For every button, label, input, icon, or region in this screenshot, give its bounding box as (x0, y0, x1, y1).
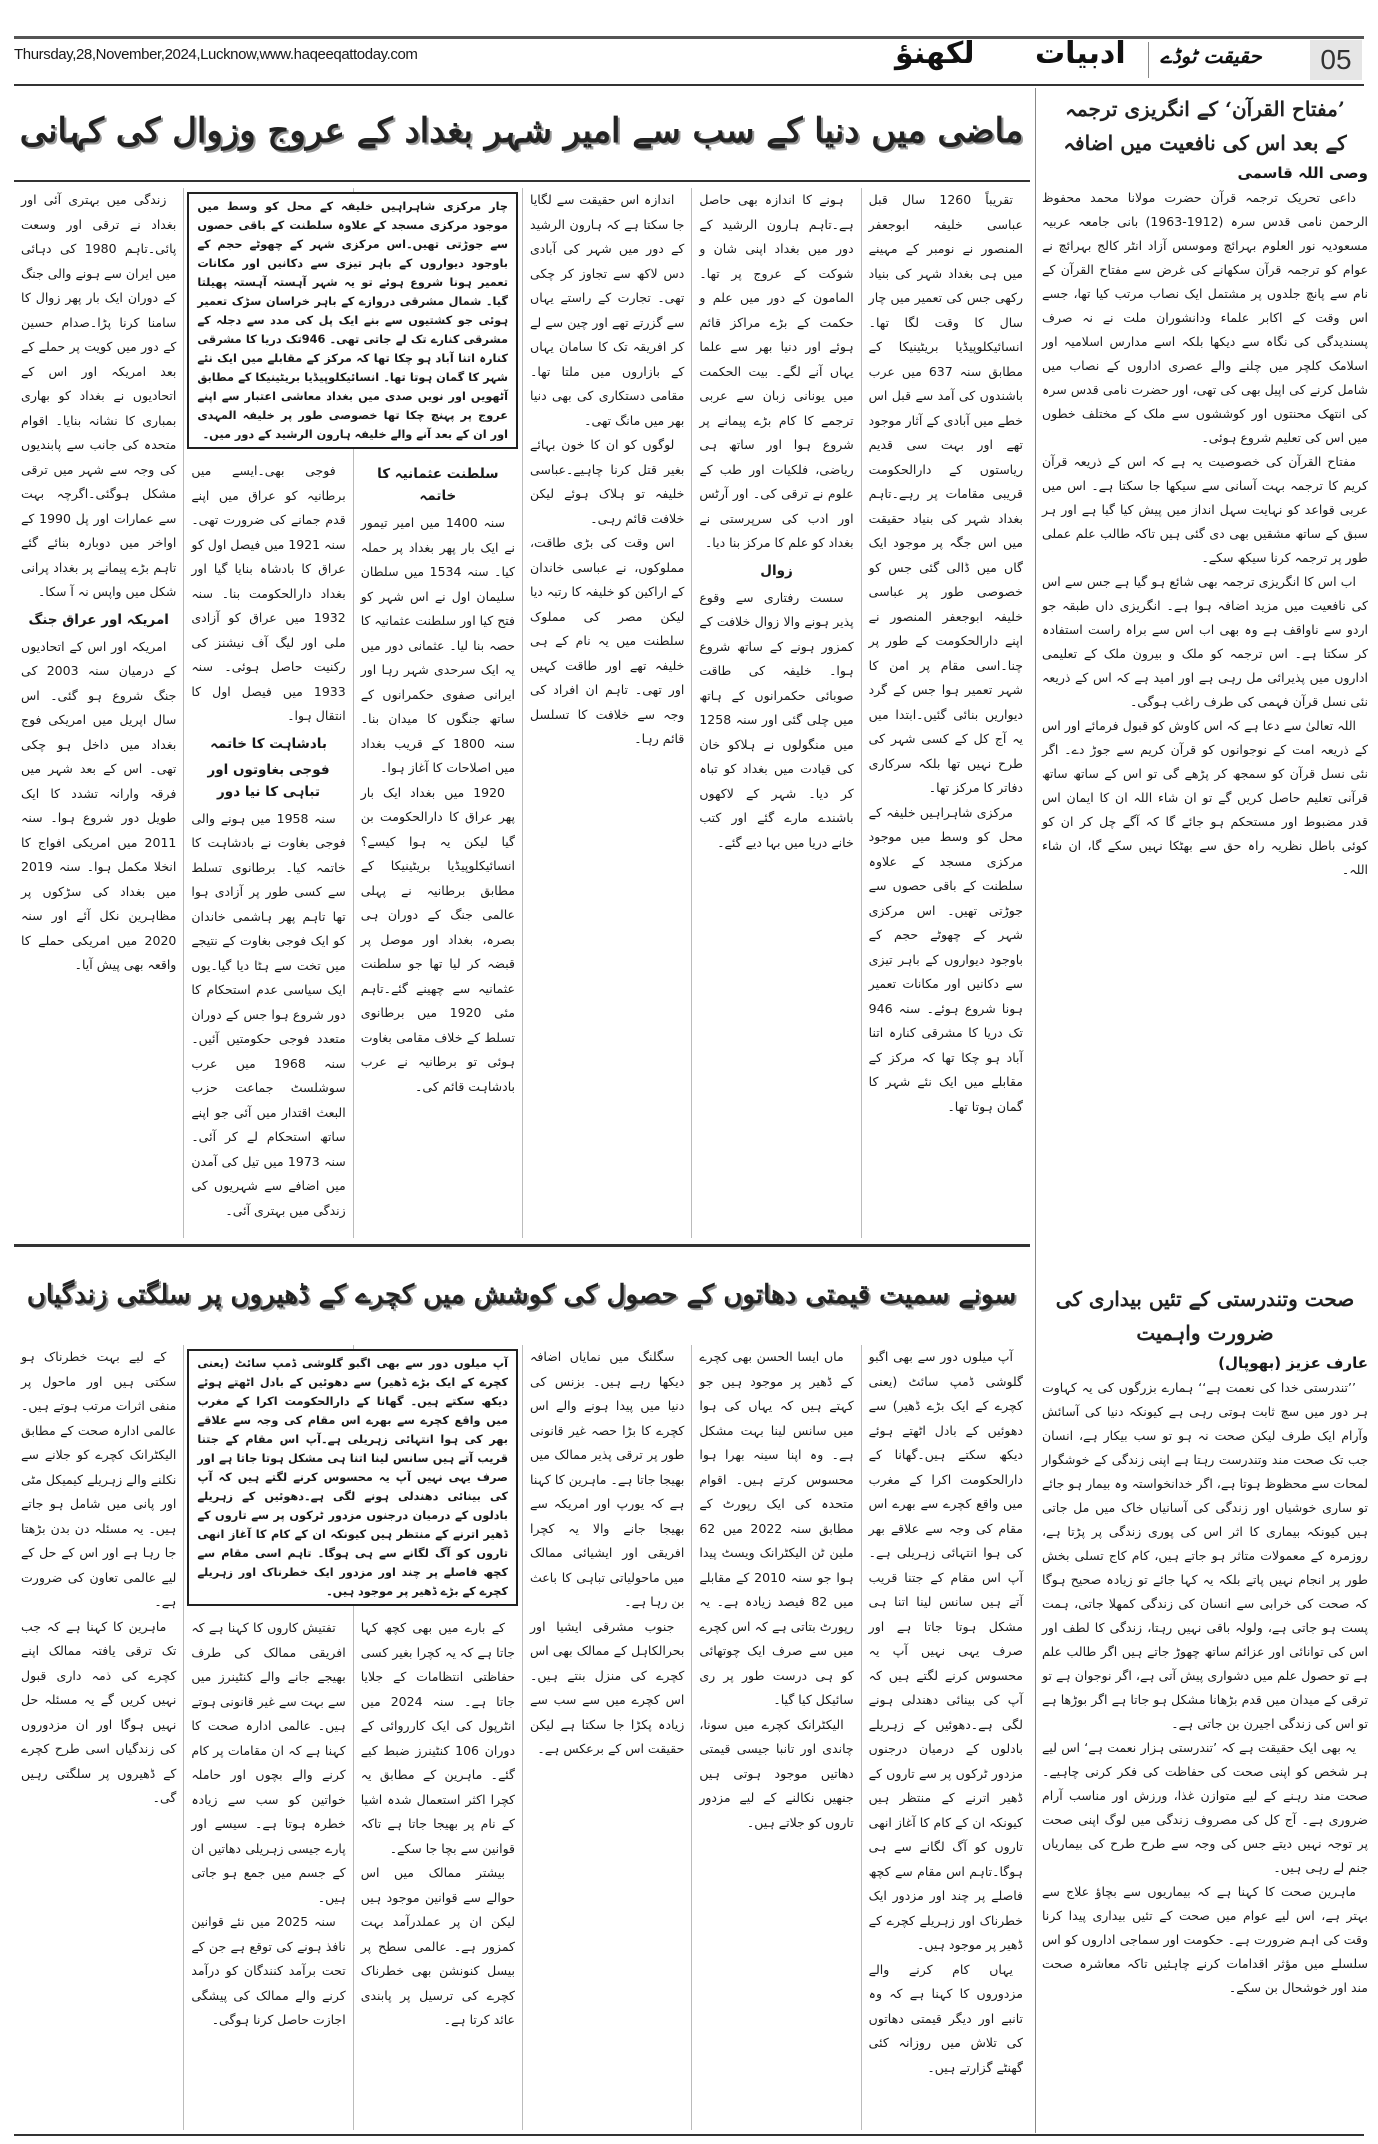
subheading: امریکہ اور عراق جنگ (28, 611, 169, 628)
masthead-divider (1148, 42, 1149, 78)
sidebar-article2-headline: صحت وتندرستی کے تئیں بیداری کی ضرورت واہمیت (1055, 1287, 1355, 1345)
subheading: بادشاہت کا خاتمہ (210, 735, 327, 752)
article2-body (14, 1345, 1030, 2130)
paragraph: یہاں کام کرنے والے مزدوروں کا کہنا ہے کہ وہ تانبے اور دیگر قیمتی دھاتوں کی تلاش میں روزانہ کئی گھنٹے گزارتے ہیں۔ (868, 1961, 1023, 2075)
paragraph: ماہرین کا کہنا ہے کہ جب تک ترقی یافتہ ممالک اپنے کچرے کی ذمہ داری قبول نہیں کریں گے یہ مسئلہ حل نہیں ہوگا اور ان مزدوروں کی زندگیاں اسی طرح کچرے کے ڈھیروں پر سلگتی رہیں گی۔ (21, 1618, 177, 1805)
paragraph: زندگی میں بہتری آئی اور بغداد نے ترقی اور وسعت پائی۔تاہم 1980 کی دہائی میں ایران سے ہونے والی جنگ کے دوران ایک بار پھر زوال کا سامنا کرنا پڑا۔صدام حسین کے دور میں کویت پر حملے کے بعد امریکہ اور اس کے اتحادیوں نے بغداد کو بھاری بمباری کا نشانہ بنایا۔ اقوام متحدہ کی جانب سے پابندیوں کی وجہ سے شہر میں ترقی مشکل ہوگئی۔اگرچہ بہت سے عمارات اور پل 1990 کے اواخر میں دوبارہ بنائے گئے تاہم بڑے پیمانے پر بغداد پرانی شکل میں واپس نہ آ سکا۔ (21, 192, 177, 599)
paragraph: امریکہ اور اس کے اتحادیوں کے درمیان سنہ 2003 کی جنگ شروع ہو گئی۔ اس سال اپریل میں امریکی فوج بغداد میں داخل ہو چکی تھی۔ اس کے بعد شہر میں فرقہ وارانہ تشدد کا ایک طویل دور شروع ہوا۔ سنہ 2011 میں امریکی افواج کا انخلا مکمل ہوا۔ سنہ 2019 میں بغداد کی سڑکوں پر مظاہرین نکل آئے اور سنہ 2020 میں امریکی حملے کا واقعہ بھی پیش آیا۔ (21, 638, 177, 972)
article-column (691, 188, 860, 1238)
paragraph: الیکٹرانک کچرے میں سونا، چاندی اور تانبا جیسی قیمتی دھاتیں موجود ہوتی ہیں جنھیں نکالنے کے لیے مزدور تاروں کو جلاتے ہیں۔ (699, 1716, 854, 1830)
dateline: Thursday,28,November,2024,Lucknow,www.haqeeqattoday.com (14, 46, 418, 63)
page-bottom-rule (14, 2134, 1364, 2136)
sidebar-article2-body (1042, 1376, 1368, 2000)
paragraph: تفتیش کاروں کا کہنا ہے کہ افریقی ممالک کی طرف بھیجے جانے والے کنٹینرز میں سے بہت سے غیر قانونی ہوتے ہیں۔ عالمی ادارہ صحت کا کہنا ہے کہ ان مقامات پر کام کرنے والے بچوں اور حاملہ خواتین کو سب سے زیادہ خطرہ ہوتا ہے۔ سیسے اور پارے جیسی زہریلی دھاتیں ان کے جسم میں جمع ہو جاتی ہیں۔ (191, 1620, 346, 1905)
paragraph: اب اس کا انگریزی ترجمہ بھی شائع ہو گیا ہے جس سے اس کی نافعیت میں مزید اضافہ ہوا ہے۔ انگریزی داں طبقہ جو اردو سے ناواقف ہے وہ بھی اب اس سے براہ راست استفادہ کر سکتا ہے۔ اس ترجمہ کو ملک و بیرون ملک کے تعلیمی اداروں میں پذیرائی مل رہی ہے اور امید ہے کہ اس کے ذریعہ نئی نسل قرآن فہمی کی طرف راغب ہوگی۔ (1042, 574, 1368, 709)
article-column (522, 188, 691, 1238)
article1-headline: ماضی میں دنیا کے سب سے امیر شہر بغداد کے عروج وزوال کی کہانی (19, 111, 1024, 151)
paragraph: سنہ 1958 میں ہونے والی فوجی بغاوت نے بادشاہت کا خاتمہ کیا۔ برطانوی تسلط سے کسی طور پر آزادی ہوا تھا تاہم پھر ہاشمی خاندان کو ایک فوجی بغاوت کے نتیجے میں تخت سے ہٹا دیا گیا۔یوں ایک سیاسی عدم استحکام کا دور شروع ہوا جس کے دوران متعدد فوجی حکومتیں آئیں۔ سنہ 1968 میں عرب سوشلسٹ جماعت حزب البعث اقتدار میں آئی جو اپنے ساتھ استحکام لے کر آئی۔ سنہ 1973 میں تیل کی آمدن میں اضافے سے شہریوں کی زندگی میں بہتری آئی۔ (191, 810, 346, 1218)
paragraph: ماں ایسا الحسن بھی کچرے کے ڈھیر پر موجود ہیں جو کہتے ہیں کہ یہاں کی ہوا میں سانس لینا بہت مشکل ہے۔ وہ اپنا سینہ بھرا ہوا محسوس کرتے ہیں۔ اقوام متحدہ کی ایک رپورٹ کے مطابق سنہ 2022 میں 62 ملین ٹن الیکٹرانک ویسٹ پیدا ہوا جو سنہ 2010 کے مقابلے میں 82 فیصد زیادہ ہے۔ یہ رپورٹ بتاتی ہے کہ اس کچرے میں سے صرف ایک چوتھائی کو ہی درست طور پر ری سائیکل کیا گیا۔ (699, 1349, 854, 1707)
article2-highlight-box: آپ میلوں دور سے بھی اگبو گلوشی ڈمپ سائٹ (یعنی کچرے کے ایک بڑے ڈھیر) سے دھوئیں کے بادل اٹھتے ہوئے دیکھ سکتے ہیں۔ گھانا کے دارالحکومت اکرا کے مغرب میں واقع کچرے سے بھرے اس مقام کی وجہ سے علاقے بھر کی ہوا انتہائی زہریلی ہے۔آپ اس مقام کے جتنا قریب آتے ہیں سانس لینا اتنا ہی مشکل ہوتا جاتا ہے اور صرف یہی نہیں آپ یہ محسوس کرنے لگتے ہیں کہ آپ کی بینائی دھندلی ہونے لگی ہے۔دھوئیں کے زہریلے بادلوں کے درمیان درجنوں مزدور ٹرکوں پر سے تاروں کے ڈھیر اترنے کے منتظر ہیں کیونکہ ان کے کام کا آغاز انھی تاروں کو آگ لگانے سے ہی ہوگا۔ تاہم اسی مقام سے کچھ فاصلے پر چند اور مزدور ایک خطرناک اور زہریلے کچرے کے بڑے ڈھیر پر موجود ہیں۔ (187, 1349, 518, 1606)
article-column (522, 1345, 691, 2130)
paragraph: بیشتر ممالک میں اس حوالے سے قوانین موجود ہیں لیکن ان پر عملدرآمد بہت کمزور ہے۔ عالمی سطح پر بیسل کنونشن بھی خطرناک کچرے کی ترسیل پر پابندی عائد کرتا ہے۔ (360, 1865, 516, 2027)
paragraph: سنہ 2025 میں نئے قوانین نافذ ہونے کی توقع ہے جن کے تحت برآمد کنندگان کو درآمد کرنے والے ممالک کی پیشگی اجازت حاصل کرنا ہوگی۔ (191, 1914, 346, 2027)
article1-top-rule (14, 180, 1030, 182)
paragraph: سست رفتاری سے وقوع پذیر ہونے والا زوال خلافت کے کمزور ہونے کے ساتھ شروع ہوا۔ خلیفہ کی طاقت صوبائی حکمرانوں کے ہاتھ میں چلی گئی اور سنہ 1258 میں منگولوں نے ہلاکو خان کی قیادت میں بغداد کو تباہ کر دیا۔ شہر کے لاکھوں باشندے مارے گئے اور کتب خانے دریا میں بہا دیے گئے۔ (699, 589, 854, 850)
paragraph: اس وقت کی بڑی طاقت، مملوکوں، نے عباسی خاندان کے اراکین کو خلیفہ کا رتبہ دیا لیکن مصر کی مملوک سلطنت میں یہ نام کے ہی خلیفہ تھے اور طاقت کہیں اور تھی۔ تاہم ان افراد کی وجہ سے خلافت کا تسلسل قائم رہا۔ (530, 535, 685, 746)
paragraph: مرکزی شاہراہیں خلیفہ کے محل کو وسط میں موجود مرکزی مسجد کے علاوہ سلطنت کے باقی حصوں سے جوڑتی تھیں۔ اس مرکزی شہر کے چھوٹے حجم کے باوجود دیواروں کے باہر تیزی سے دکانیں اور مکانات تعمیر ہونا شروع ہوئے۔ سنہ 946 تک دریا کا مشرقی کنارہ اتنا آباد ہو چکا تھا کہ مرکز کے مقابلے میں ایک نئے شہر کا گمان ہوتا تھا۔ (868, 804, 1023, 1114)
paragraph: فوجی بھی۔ایسے میں برطانیہ کو عراق میں اپنے قدم جمانے کی ضرورت تھی۔ سنہ 1921 میں فیصل اول کو عراق کا بادشاہ بنایا گیا اور بغداد دارالحکومت بنا۔ سنہ 1932 میں عراق کو آزادی ملی اور لیگ آف نیشنز کی رکنیت حاصل ہوئی۔ سنہ 1933 میں فیصل اول کا انتقال ہوا۔ (191, 463, 346, 723)
paragraph: ہونے کا اندازہ بھی حاصل ہے۔تاہم ہارون الرشید کے دور میں بغداد اپنی شان و شوکت کے عروج پر تھا۔ المامون کے دور میں علم و حکمت کے بڑے مراکز قائم ہوئے اور دنیا بھر سے علما یہاں آنے لگے۔ بیت الحکمت میں یونانی زبان سے عربی ترجمے کا کام بڑے پیمانے پر شروع ہوا اور ساتھ ہی ریاضی، فلکیات اور طب کے علوم نے ترقی کی۔ اور آرٹس اور ادب کی سرپرستی نے بغداد کو علم کا مرکز بنا دیا۔ (699, 192, 854, 550)
paragraph: اللہ تعالیٰ سے دعا ہے کہ اس کاوش کو قبول فرمائے اور اس کے ذریعہ امت کے نوجوانوں کو قرآن کریم سے جوڑ دے۔ اگر نئی نسل قرآن کو سمجھ کر پڑھے گی تو اس کے ساتھ ساتھ قرآنی تعلیم حاصل کریں گے تو ان شاء اللہ ان کا ایمان اس قدر مضبوط اور مستحکم ہو جائے گا کہ آگے چل کر ان کو کوئی باطل نظریہ راہ حق سے بھٹکا نہیں سکے گا، ان شاء اللہ۔ (1042, 718, 1368, 877)
article1-bottom-rule (14, 1244, 1030, 1247)
article2-headline: سونے سمیت قیمتی دھاتوں کے حصول کی کوشش میں کچرے کے ڈھیروں پر سلگتی زندگیاں (26, 1280, 1017, 1310)
article-column (14, 1345, 183, 2130)
newspaper-logo: حقیقت ٹوڈے (1160, 44, 1262, 68)
sidebar-article1-body (1042, 186, 1368, 882)
subheading: زوال (760, 562, 793, 579)
paragraph: تقریباً 1260 سال قبل عباسی خلیفہ ابوجعفر المنصور نے نومبر کے مہینے میں ہی بغداد شہر کی بنیاد رکھی جس کی تعمیر میں چار سال کا وقت لگا تھا۔انسائیکلوپیڈیا بریٹینیکا کے مطابق سنہ 637 میں عرب باشندوں کی آمد سے قبل اس خطے میں آبادی کے آثار موجود تھے اور بہت سی قدیم ریاستوں کے دارالحکومت قریبی مقامات پر رہے۔تاہم بغداد شہر کی بنیاد حقیقت میں اس جگہ پر موجود ایک گاں میں ڈالی گئی جس کو خصوصی طور پر عباسی خلیفہ ابوجعفر المنصور نے اپنے دارالحکومت کے طور پر چنا۔اسی مقام پر امن کا شہر تعمیر ہوا جس کے گرد دیواریں بنائی گئیں۔ابتدا میں یہ آج کل کے کسی شہر کی طرح نہیں تھا بلکہ سرکاری دفاتر کا مرکز تھا۔ (868, 192, 1023, 795)
sidebar-article1-headline-line2: کے بعد اس کی نافعیت میں اضافہ (1063, 131, 1347, 155)
paragraph: داعی تحریک ترجمہ قرآن حضرت مولانا محمد محفوظ الرحمن نامی قدس سرہ (1912-1963) بانی جامعہ عربیہ مسعودیہ نور العلوم بہرائچ وموسس آزاد انٹر کالج بہرائچ نے عوام کو ترجمہ قرآن سکھانے کی غرض سے مفتاح القرآن کے نام سے پانچ جلدوں پر مشتمل ایک نصاب مرتب کیا تھا، جسے اس وقت کے اکابر علماء ودانشوران ملت نے نہ صرف پسندیدگی کی نگاہ سے دیکھا بلکہ اسے مدارس اسلامیہ اور اسلامک کلچر میں چلنے والے عصری اداروں کے نصاب میں شامل کرنے کی اپیل بھی کی تھی، اور حضرت نامی قدس سرہ کی انتھک محنتوں اور کوششوں سے ملک کے مختلف خطوں میں اس کی تعلیم شروع ہوئی۔ (1042, 190, 1369, 445)
paragraph: یہ بھی ایک حقیقت ہے کہ ’تندرستی ہزار نعمت ہے‘ اس لیے ہر شخص کو اپنی صحت کی حفاظت کی فکر کرنی چاہیے۔ صحت مند رہنے کے لیے متوازن غذا، ورزش اور مناسب آرام ضروری ہے۔ آج کل کی مصروف زندگی میں لوگ اپنی صحت پر توجہ نہیں دیتے جس کی وجہ سے طرح طرح کی بیماریاں جنم لے رہی ہیں۔ (1042, 1740, 1368, 1875)
header-bottom-rule (14, 84, 1364, 86)
subheading: فوجی بغاوتوں اور تباہی کا نیا دور (207, 761, 330, 800)
paragraph: ’’تندرستی خدا کی نعمت ہے‘‘ ہمارے بزرگوں کی یہ کہاوت ہر دور میں سچ ثابت ہوتی رہی ہے کیونکہ دنیا کی آسائش وآرام ایک طرف لیکن صحت نہ ہو تو سب بیکار ہے، انسان جب تک صحت مند وتندرست رہتا ہے اپنی زندگی کے خوشگوار لمحات سے محظوظ ہوتا ہے، اگر خدانخواستہ وہ بیمار ہو جائے تو ساری خوشیاں اور زندگی کی آسانیاں خاک میں مل جاتی ہیں کیونکہ بیماری کا اثر اس کی پوری زندگی پر پڑتا ہے، روزمرہ کے معمولات متاثر ہو جاتے ہیں، کام کاج تسلی بخش طور پر انجام نہیں پاتے بلکہ یہ کہا جائے تو زیادہ صحیح ہوگا کہ صحت کی خرابی سے انسان کی زندگی کمھلا جاتی، ہمت پست ہو جاتی ہے، ولولہ باقی نہیں رہتا، زندگی کا لطف اور اس کی توانائی اور عزائم ساتھ چھوڑ جاتے ہیں اگر طالب علم ہے تو حصول علم میں دشواری پیش آتی ہے، اگر نوجوان ہے تو ترقی کے میدان میں قدم بڑھانا مشکل ہو جاتا ہے اگر بوڑھا ہے تو اس کی زندگی اجیرن بن جاتی ہے۔ (1042, 1380, 1368, 1731)
sidebar-article1 (1042, 92, 1368, 1272)
paragraph: مفتاح القرآن کی خصوصیت یہ ہے کہ اس کے ذریعہ قرآن کریم کا ترجمہ بہت آسانی سے سیکھا جا سکتا ہے۔ اس میں عربی قواعد کو نہایت سہل انداز میں پیش کیا گیا ہے اور ہر سبق کے ساتھ مشقیں بھی دی گئی ہیں تاکہ طالب علم عملی طور پر ترجمہ کرنا سیکھ سکے۔ (1042, 454, 1368, 565)
paragraph: لوگوں کو ان کا خون بہائے بغیر قتل کرنا چاہیے۔عباسی خلیفہ تو ہلاک ہوئے لیکن خلافت قائم رہی۔ (530, 437, 685, 526)
paragraph: سگلنگ میں نمایاں اضافہ دیکھا رہے ہیں۔ بزنس کی دنیا میں پیدا ہونے والے اس کچرے کا بڑا حصہ غیر قانونی طور پر ترقی پذیر ممالک میں بھیجا جاتا ہے۔ ماہرین کا کہنا ہے کہ یورپ اور امریکہ سے بھیجا جانے والا یہ کچرا افریقی اور ایشیائی ممالک میں ماحولیاتی تباہی کا باعث بن رہا ہے۔ (530, 1349, 685, 1609)
article-column (14, 188, 183, 1238)
page-number: 05 (1310, 40, 1362, 80)
paragraph: سنہ 1400 میں امیر تیمور نے ایک بار پھر بغداد پر حملہ کیا۔ سنہ 1534 میں سلطان سلیمان اول نے اس شہر کو فتح کیا اور سلطنت عثمانیہ کا حصہ بنا لیا۔ عثمانی دور میں یہ ایک سرحدی شہر رہا اور ایرانی صفوی حکمرانوں کے ساتھ جنگوں کا میدان بنا۔ سنہ 1800 کے قریب بغداد میں اصلاحات کا آغاز ہوا۔ (360, 515, 516, 775)
paragraph: کے بارے میں بھی کچھ کہا جاتا ہے کہ یہ کچرا بغیر کسی حفاظتی انتظامات کے جلایا جاتا ہے۔ سنہ 2024 میں انٹرپول کی ایک کارروائی کے دوران 106 کنٹینرز ضبط کیے گئے۔ ماہرین کے مطابق یہ کچرا اکثر استعمال شدہ اشیا کے نام پر بھیجا جاتا ہے تاکہ قوانین سے بچا جا سکے۔ (360, 1620, 516, 1856)
header-top-rule (14, 36, 1364, 39)
paragraph: کے لیے بہت خطرناک ہو سکتی ہیں اور ماحول پر منفی اثرات مرتب ہوتے ہیں۔ عالمی ادارہ صحت کے مطابق الیکٹرانک کچرے کو جلانے سے نکلنے والے زہریلے کیمیکل مٹی اور پانی میں شامل ہو جاتے ہیں۔ یہ مسئلہ دن بدن بڑھتا جا رہا ہے اور اس کے حل کے لیے عالمی تعاون کی ضرورت ہے۔ (21, 1349, 177, 1609)
city-label: لکھنؤ (895, 36, 975, 71)
subheading: سلطنت عثمانیہ کا خاتمہ (377, 466, 499, 504)
paragraph: ماہرین صحت کا کہنا ہے کہ بیماریوں سے بچاؤ علاج سے بہتر ہے، اس لیے عوام میں صحت کے تئیں بیداری پیدا کرنا وقت کی اہم ضرورت ہے۔ حکومت اور سماجی اداروں کو اس سلسلے میں مؤثر اقدامات کرنے چاہئیں تاکہ معاشرہ صحت مند اور خوشحال بن سکے۔ (1042, 1884, 1368, 1995)
article-column (861, 1345, 1030, 2130)
article-column (691, 1345, 860, 2130)
paragraph: آپ میلوں دور سے بھی اگبو گلوشی ڈمپ سائٹ (یعنی کچرے کے ایک بڑے ڈھیر) سے دھوئیں کے بادل اٹھتے ہوئے دیکھ سکتے ہیں۔گھانا کے دارالحکومت اکرا کے مغرب میں واقع کچرے سے بھرے اس مقام کی وجہ سے علاقے بھر کی ہوا انتہائی زہریلی ہے۔ آپ اس مقام کے جتنا قریب آتے ہیں سانس لینا اتنا ہی مشکل ہوتا جاتا ہے اور صرف یہی نہیں آپ یہ محسوس کرنے لگتے ہیں کہ آپ کی بینائی دھندلی ہونے لگی ہے۔دھوئیں کے زہریلے بادلوں کے درمیان درجنوں مزدور ٹرکوں پر سے تاروں کے ڈھیر اترنے کے منتظر ہیں کیونکہ ان کے کام کا آغاز انھی تاروں کو آگ لگانے سے ہی ہوگا۔تاہم اس مقام سے کچھ فاصلے پر چند اور مزدور ایک خطرناک اور زہریلے کچرے کے ڈھیر پر موجود ہیں۔ (868, 1349, 1023, 1952)
paragraph: اندازہ اس حقیقت سے لگایا جا سکتا ہے کہ ہارون الرشید کے دور میں شہر کی آبادی دس لاکھ سے تجاوز کر چکی تھی۔ تجارت کے راستے یہاں سے گزرتے تھے اور چین سے لے کر افریقہ تک کا سامان یہاں کے بازاروں میں ملتا تھا۔ مقامی دستکاری کی بھی دنیا بھر میں مانگ تھی۔ (530, 192, 685, 428)
article1-highlight-box: چار مرکزی شاہراہیں خلیفہ کے محل کو وسط میں موجود مرکزی مسجد کے علاوہ سلطنت کے باقی حصوں سے جوڑتی تھیں۔اس مرکزی شہر کے چھوٹے حجم کے باوجود دیواروں کے باہر تیزی سے دکانیں اور مکانات تعمیر ہونا شروع ہوئے تو یہ شہر آہستہ آہستہ پھیلتا گیا۔ شمال مشرقی دروازے کے باہر خراسان سڑک تعمیر ہوئی جو کشتیوں سے بنے ایک پل کی مدد سے دجلہ کے مشرقی کنارے تک لے جاتی تھی۔ 946تک دریا کا مشرقی کنارہ اتنا آباد ہو چکا تھا کہ مرکز کے مقابلے میں ایک نئے شہر کا گمان ہوتا تھا۔ انسائیکلوپیڈیا بریٹینیکا کے مطابق آٹھویں اور نویں صدی میں بغداد معاشی اعتبار سے اپنے عروج پر پہنچ چکا تھا خصوصی طور پر خلیفہ المہدی اور ان کے بعد آنے والے خلیفہ ہارون الرشید کے دور میں۔ (187, 192, 518, 449)
sidebar-article1-headline-line1: ’مفتاح القرآن‘ کے انگریزی ترجمہ (1065, 97, 1345, 121)
paragraph: 1920 میں بغداد ایک بار پھر عراق کا دارالحکومت بن گیا لیکن یہ ہوا کیسے؟ انسائیکلوپیڈیا بریٹینیکا کے مطابق برطانیہ نے پہلی عالمی جنگ کے دوران ہی بصرہ، بغداد اور موصل پر قبضہ کر لیا تھا جو سلطنت عثمانیہ سے چھینے گئے۔تاہم مئی 1920 میں برطانوی تسلط کے خلاف مقامی بغاوت ہوئی تو برطانیہ نے عرب بادشاہت قائم کی۔ (360, 784, 516, 1094)
sidebar-article1-author: وصی اللہ قاسمی (1237, 164, 1368, 182)
article-column (861, 188, 1030, 1238)
article1-body (14, 188, 1030, 1238)
sidebar-divider (1035, 88, 1036, 2133)
sidebar-article2-author: عارف عزیز (بھوپال) (1218, 1354, 1368, 1372)
section-title: ادبیات (1035, 36, 1126, 71)
sidebar-article2 (1042, 1282, 1368, 2130)
paragraph: جنوب مشرقی ایشیا اور بحرالکاہل کے ممالک بھی اس کچرے کی منزل بنتے ہیں۔ اس کچرے میں سے سب سے زیادہ پکڑا جا سکتا ہے لیکن حقیقت اس کے برعکس ہے۔ (530, 1618, 685, 1756)
